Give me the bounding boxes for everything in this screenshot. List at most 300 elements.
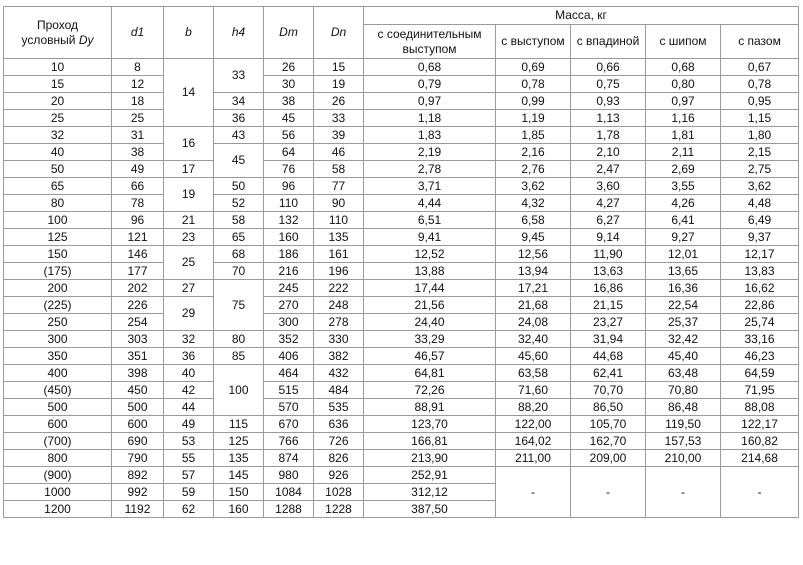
cell-dy: (900)	[4, 467, 112, 484]
cell-mass-ledge: 6,58	[496, 212, 571, 229]
cell-dm: 132	[264, 212, 314, 229]
cell-h4: 115	[214, 416, 264, 433]
cell-mass-ledge: 164,02	[496, 433, 571, 450]
cell-dm: 1288	[264, 501, 314, 518]
cell-h4: 85	[214, 348, 264, 365]
cell-h4: 68	[214, 246, 264, 263]
cell-h4: 150	[214, 484, 264, 501]
cell-d1: 303	[112, 331, 164, 348]
cell-mass-recess: 13,63	[571, 263, 646, 280]
cell-h4: 65	[214, 229, 264, 246]
cell-mass-recess: 2,10	[571, 144, 646, 161]
cell-dm: 76	[264, 161, 314, 178]
cell-d1: 351	[112, 348, 164, 365]
cell-dy: 65	[4, 178, 112, 195]
header-mass-group: Масса, кг	[364, 7, 799, 25]
cell-b: 32	[164, 331, 214, 348]
cell-mass-spike: 1,81	[646, 127, 721, 144]
cell-d1: 121	[112, 229, 164, 246]
cell-mass-joint: 46,57	[364, 348, 496, 365]
cell-dy: 250	[4, 314, 112, 331]
cell-mass-joint: 166,81	[364, 433, 496, 450]
cell-b: 14	[164, 59, 214, 127]
cell-dn: 19	[314, 76, 364, 93]
table-row	[4, 161, 799, 178]
cell-h4: 50	[214, 178, 264, 195]
cell-d1: 12	[112, 76, 164, 93]
cell-dm: 186	[264, 246, 314, 263]
cell-mass-joint: 4,44	[364, 195, 496, 212]
cell-dm: 1084	[264, 484, 314, 501]
cell-mass-groove: 1,15	[721, 110, 799, 127]
cell-mass-recess: 209,00	[571, 450, 646, 467]
cell-dy: 20	[4, 93, 112, 110]
cell-mass-recess: 6,27	[571, 212, 646, 229]
cell-dn: 535	[314, 399, 364, 416]
cell-b: 25	[164, 246, 214, 280]
cell-dn: 161	[314, 246, 364, 263]
cell-mass-ledge: 13,94	[496, 263, 571, 280]
cell-dy: 200	[4, 280, 112, 297]
cell-mass-recess: 9,14	[571, 229, 646, 246]
cell-dn: 135	[314, 229, 364, 246]
header-dy: Проход условный Dy	[4, 7, 112, 59]
cell-dy: 150	[4, 246, 112, 263]
cell-dy: (700)	[4, 433, 112, 450]
cell-mass-spike: 0,97	[646, 93, 721, 110]
cell-mass-joint: 13,88	[364, 263, 496, 280]
cell-mass-groove: 160,82	[721, 433, 799, 450]
cell-dm: 110	[264, 195, 314, 212]
cell-mass-ledge: 2,16	[496, 144, 571, 161]
cell-mass-ledge: 2,76	[496, 161, 571, 178]
cell-h4: 135	[214, 450, 264, 467]
cell-dm: 766	[264, 433, 314, 450]
cell-dm: 300	[264, 314, 314, 331]
cell-dn: 330	[314, 331, 364, 348]
header-mass-joint: с соединительным выступом	[364, 25, 496, 59]
cell-mass-ledge: 32,40	[496, 331, 571, 348]
cell-mass-recess-empty: -	[571, 467, 646, 518]
cell-h4: 52	[214, 195, 264, 212]
cell-mass-groove: 2,15	[721, 144, 799, 161]
header-mass-groove: с пазом	[721, 25, 799, 59]
cell-b: 42	[164, 382, 214, 399]
cell-d1: 31	[112, 127, 164, 144]
cell-d1: 18	[112, 93, 164, 110]
table-row	[4, 212, 799, 229]
cell-mass-spike: 32,42	[646, 331, 721, 348]
cell-dm: 352	[264, 331, 314, 348]
table-row	[4, 195, 799, 212]
cell-mass-joint: 17,44	[364, 280, 496, 297]
cell-mass-joint: 24,40	[364, 314, 496, 331]
cell-h4: 100	[214, 365, 264, 416]
cell-mass-joint: 252,91	[364, 467, 496, 484]
table-row	[4, 263, 799, 280]
cell-d1: 892	[112, 467, 164, 484]
cell-b: 23	[164, 229, 214, 246]
cell-mass-ledge: 122,00	[496, 416, 571, 433]
cell-mass-joint: 21,56	[364, 297, 496, 314]
table-row	[4, 416, 799, 433]
cell-dn: 1228	[314, 501, 364, 518]
cell-mass-joint: 0,68	[364, 59, 496, 76]
cell-mass-recess: 21,15	[571, 297, 646, 314]
cell-dy: 800	[4, 450, 112, 467]
cell-mass-groove: 88,08	[721, 399, 799, 416]
cell-b: 27	[164, 280, 214, 297]
cell-b: 40	[164, 365, 214, 382]
cell-dn: 33	[314, 110, 364, 127]
cell-h4: 36	[214, 110, 264, 127]
cell-mass-joint: 123,70	[364, 416, 496, 433]
cell-dn: 826	[314, 450, 364, 467]
cell-mass-joint: 33,29	[364, 331, 496, 348]
cell-b: 16	[164, 127, 214, 161]
cell-d1: 690	[112, 433, 164, 450]
cell-mass-recess: 0,66	[571, 59, 646, 76]
cell-dy: (225)	[4, 297, 112, 314]
cell-mass-groove: 0,95	[721, 93, 799, 110]
cell-d1: 992	[112, 484, 164, 501]
table-row	[4, 144, 799, 161]
cell-mass-spike: 70,80	[646, 382, 721, 399]
cell-b: 44	[164, 399, 214, 416]
cell-mass-spike: 45,40	[646, 348, 721, 365]
cell-mass-spike: 2,69	[646, 161, 721, 178]
cell-dm: 570	[264, 399, 314, 416]
cell-b: 62	[164, 501, 214, 518]
cell-dm: 245	[264, 280, 314, 297]
cell-mass-recess: 1,78	[571, 127, 646, 144]
cell-h4: 45	[214, 144, 264, 178]
cell-d1: 202	[112, 280, 164, 297]
cell-mass-joint: 3,71	[364, 178, 496, 195]
table-row	[4, 348, 799, 365]
header-dn: Dn	[314, 7, 364, 59]
cell-mass-spike: 9,27	[646, 229, 721, 246]
cell-d1: 66	[112, 178, 164, 195]
cell-b: 53	[164, 433, 214, 450]
cell-b: 19	[164, 178, 214, 212]
header-mass-spike: с шипом	[646, 25, 721, 59]
cell-d1: 49	[112, 161, 164, 178]
cell-dn: 382	[314, 348, 364, 365]
cell-mass-recess: 0,93	[571, 93, 646, 110]
cell-dn: 39	[314, 127, 364, 144]
cell-dm: 56	[264, 127, 314, 144]
cell-mass-joint: 6,51	[364, 212, 496, 229]
cell-dn: 58	[314, 161, 364, 178]
cell-b: 29	[164, 297, 214, 331]
cell-b: 17	[164, 161, 214, 178]
cell-d1: 8	[112, 59, 164, 76]
cell-mass-spike: 86,48	[646, 399, 721, 416]
cell-mass-ledge: 71,60	[496, 382, 571, 399]
cell-mass-joint: 213,90	[364, 450, 496, 467]
cell-mass-joint: 72,26	[364, 382, 496, 399]
cell-h4: 58	[214, 212, 264, 229]
cell-dm: 515	[264, 382, 314, 399]
cell-mass-ledge: 0,78	[496, 76, 571, 93]
cell-mass-groove: 12,17	[721, 246, 799, 263]
cell-h4: 34	[214, 93, 264, 110]
cell-dy: 10	[4, 59, 112, 76]
table-row	[4, 280, 799, 297]
table-row	[4, 127, 799, 144]
table-row	[4, 76, 799, 93]
cell-dm: 980	[264, 467, 314, 484]
cell-d1: 177	[112, 263, 164, 280]
cell-d1: 25	[112, 110, 164, 127]
cell-dm: 874	[264, 450, 314, 467]
cell-d1: 38	[112, 144, 164, 161]
cell-dm: 464	[264, 365, 314, 382]
cell-mass-ledge: 17,21	[496, 280, 571, 297]
cell-h4: 145	[214, 467, 264, 484]
cell-mass-groove: 71,95	[721, 382, 799, 399]
cell-mass-ledge: 12,56	[496, 246, 571, 263]
cell-dn: 926	[314, 467, 364, 484]
cell-mass-joint: 2,19	[364, 144, 496, 161]
cell-dm: 96	[264, 178, 314, 195]
cell-dy: 25	[4, 110, 112, 127]
cell-mass-groove: 0,78	[721, 76, 799, 93]
cell-mass-joint: 387,50	[364, 501, 496, 518]
cell-dy: 40	[4, 144, 112, 161]
cell-h4: 33	[214, 59, 264, 93]
cell-dn: 222	[314, 280, 364, 297]
cell-dy: 300	[4, 331, 112, 348]
cell-dm: 406	[264, 348, 314, 365]
cell-mass-spike: 0,80	[646, 76, 721, 93]
table-body	[4, 59, 799, 518]
cell-mass-groove: 214,68	[721, 450, 799, 467]
cell-d1: 790	[112, 450, 164, 467]
cell-mass-recess: 23,27	[571, 314, 646, 331]
cell-mass-joint: 9,41	[364, 229, 496, 246]
cell-b: 49	[164, 416, 214, 433]
cell-mass-groove-empty: -	[721, 467, 799, 518]
cell-mass-groove: 0,67	[721, 59, 799, 76]
cell-mass-ledge-empty: -	[496, 467, 571, 518]
header-mass-recess: с впадиной	[571, 25, 646, 59]
cell-mass-groove: 13,83	[721, 263, 799, 280]
cell-dm: 38	[264, 93, 314, 110]
cell-mass-groove: 46,23	[721, 348, 799, 365]
cell-mass-groove: 2,75	[721, 161, 799, 178]
cell-mass-spike: 12,01	[646, 246, 721, 263]
table-row	[4, 178, 799, 195]
cell-h4: 43	[214, 127, 264, 144]
cell-h4: 80	[214, 331, 264, 348]
cell-b: 55	[164, 450, 214, 467]
table-row	[4, 331, 799, 348]
header-h4: h4	[214, 7, 264, 59]
cell-dm: 216	[264, 263, 314, 280]
cell-mass-ledge: 45,60	[496, 348, 571, 365]
cell-dn: 46	[314, 144, 364, 161]
cell-mass-joint: 64,81	[364, 365, 496, 382]
cell-dy: 350	[4, 348, 112, 365]
cell-d1: 78	[112, 195, 164, 212]
cell-mass-recess: 4,27	[571, 195, 646, 212]
table-row	[4, 314, 799, 331]
cell-dy: 1000	[4, 484, 112, 501]
cell-mass-recess: 0,75	[571, 76, 646, 93]
cell-mass-spike-empty: -	[646, 467, 721, 518]
cell-mass-spike: 63,48	[646, 365, 721, 382]
cell-d1: 226	[112, 297, 164, 314]
cell-mass-joint: 0,79	[364, 76, 496, 93]
cell-h4: 70	[214, 263, 264, 280]
cell-mass-ledge: 24,08	[496, 314, 571, 331]
cell-dy: 32	[4, 127, 112, 144]
cell-mass-recess: 44,68	[571, 348, 646, 365]
cell-dn: 90	[314, 195, 364, 212]
cell-dy: 50	[4, 161, 112, 178]
cell-mass-recess: 1,13	[571, 110, 646, 127]
cell-mass-spike: 157,53	[646, 433, 721, 450]
table-row	[4, 382, 799, 399]
cell-d1: 398	[112, 365, 164, 382]
cell-mass-recess: 62,41	[571, 365, 646, 382]
cell-dn: 15	[314, 59, 364, 76]
cell-mass-spike: 1,16	[646, 110, 721, 127]
cell-dn: 726	[314, 433, 364, 450]
cell-h4: 125	[214, 433, 264, 450]
table-row	[4, 229, 799, 246]
cell-d1: 96	[112, 212, 164, 229]
cell-dn: 484	[314, 382, 364, 399]
cell-mass-spike: 3,55	[646, 178, 721, 195]
cell-mass-groove: 9,37	[721, 229, 799, 246]
cell-dm: 64	[264, 144, 314, 161]
cell-mass-ledge: 21,68	[496, 297, 571, 314]
cell-dm: 30	[264, 76, 314, 93]
table-row	[4, 93, 799, 110]
cell-mass-ledge: 1,19	[496, 110, 571, 127]
cell-mass-joint: 12,52	[364, 246, 496, 263]
cell-dy: (175)	[4, 263, 112, 280]
cell-mass-joint: 88,91	[364, 399, 496, 416]
cell-dn: 248	[314, 297, 364, 314]
cell-mass-spike: 16,36	[646, 280, 721, 297]
cell-mass-groove: 64,59	[721, 365, 799, 382]
cell-mass-recess: 11,90	[571, 246, 646, 263]
cell-mass-recess: 162,70	[571, 433, 646, 450]
cell-mass-ledge: 1,85	[496, 127, 571, 144]
cell-b: 59	[164, 484, 214, 501]
header-dm: Dm	[264, 7, 314, 59]
cell-dm: 670	[264, 416, 314, 433]
cell-dm: 270	[264, 297, 314, 314]
cell-mass-spike: 119,50	[646, 416, 721, 433]
table-row	[4, 297, 799, 314]
cell-mass-joint: 1,83	[364, 127, 496, 144]
table-row	[4, 399, 799, 416]
table-row	[4, 110, 799, 127]
cell-mass-recess: 86,50	[571, 399, 646, 416]
cell-dy: 500	[4, 399, 112, 416]
cell-dn: 26	[314, 93, 364, 110]
cell-dm: 26	[264, 59, 314, 76]
cell-mass-recess: 3,60	[571, 178, 646, 195]
cell-dy: 600	[4, 416, 112, 433]
cell-mass-joint: 1,18	[364, 110, 496, 127]
cell-mass-groove: 6,49	[721, 212, 799, 229]
header-d1: d1	[112, 7, 164, 59]
cell-d1: 1192	[112, 501, 164, 518]
cell-mass-recess: 2,47	[571, 161, 646, 178]
cell-dy: 400	[4, 365, 112, 382]
cell-mass-groove: 22,86	[721, 297, 799, 314]
cell-dm: 45	[264, 110, 314, 127]
cell-mass-groove: 122,17	[721, 416, 799, 433]
cell-mass-joint: 0,97	[364, 93, 496, 110]
cell-mass-spike: 4,26	[646, 195, 721, 212]
cell-mass-spike: 210,00	[646, 450, 721, 467]
table-row	[4, 59, 799, 76]
cell-mass-groove: 16,62	[721, 280, 799, 297]
table-row	[4, 450, 799, 467]
cell-mass-groove: 1,80	[721, 127, 799, 144]
cell-dn: 77	[314, 178, 364, 195]
cell-dn: 1028	[314, 484, 364, 501]
cell-dy: (450)	[4, 382, 112, 399]
cell-dy: 100	[4, 212, 112, 229]
cell-mass-recess: 70,70	[571, 382, 646, 399]
cell-mass-groove: 33,16	[721, 331, 799, 348]
cell-mass-ledge: 88,20	[496, 399, 571, 416]
cell-dy: 1200	[4, 501, 112, 518]
cell-d1: 146	[112, 246, 164, 263]
cell-dn: 636	[314, 416, 364, 433]
flange-mass-table	[3, 6, 799, 518]
cell-h4: 75	[214, 280, 264, 331]
cell-mass-ledge: 9,45	[496, 229, 571, 246]
cell-mass-ledge: 63,58	[496, 365, 571, 382]
table-row	[4, 433, 799, 450]
cell-mass-spike: 6,41	[646, 212, 721, 229]
cell-mass-ledge: 4,32	[496, 195, 571, 212]
cell-d1: 600	[112, 416, 164, 433]
cell-h4: 160	[214, 501, 264, 518]
table-row	[4, 467, 799, 484]
cell-mass-spike: 2,11	[646, 144, 721, 161]
cell-mass-recess: 105,70	[571, 416, 646, 433]
cell-mass-ledge: 3,62	[496, 178, 571, 195]
cell-dy: 15	[4, 76, 112, 93]
cell-mass-spike: 0,68	[646, 59, 721, 76]
cell-mass-joint: 312,12	[364, 484, 496, 501]
cell-d1: 450	[112, 382, 164, 399]
cell-d1: 500	[112, 399, 164, 416]
cell-mass-spike: 25,37	[646, 314, 721, 331]
table-row	[4, 365, 799, 382]
cell-mass-spike: 13,65	[646, 263, 721, 280]
cell-mass-recess: 31,94	[571, 331, 646, 348]
cell-d1: 254	[112, 314, 164, 331]
table-row	[4, 246, 799, 263]
cell-mass-ledge: 211,00	[496, 450, 571, 467]
cell-mass-groove: 4,48	[721, 195, 799, 212]
cell-dn: 110	[314, 212, 364, 229]
cell-b: 57	[164, 467, 214, 484]
cell-mass-recess: 16,86	[571, 280, 646, 297]
cell-mass-spike: 22,54	[646, 297, 721, 314]
